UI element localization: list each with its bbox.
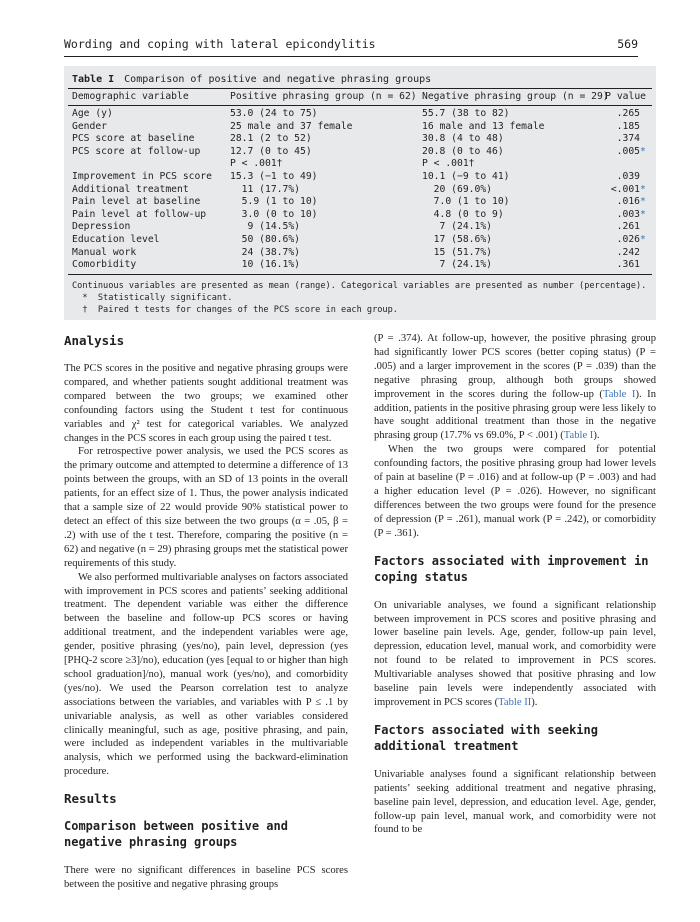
- analysis-paragraph-2: For retrospective power analysis, we used the PCS scores as the primary outcome and attempted to determine a difference of 13 points between the groups, with an SD of 13 points in the overall patients, for an effect size of 1. Thus, the power analysis indicated that a sample size of 22 would provide 90% statistical power to detect an effect of this size between the two groups (α = .05, β = .2) with use of the t test. Therefore, comparing the positive (n = 62) and negative (n = 29) phrasing groups met the statistical power requirements of this study.: [64, 446, 348, 569]
- table-cell: Age (y): [72, 108, 113, 119]
- table-header-cell: Negative phrasing group (n = 29): [422, 91, 609, 102]
- table-cell: [611, 184, 646, 195]
- running-header: [64, 37, 638, 55]
- table-footnotes: [72, 280, 646, 316]
- table-cell: Comorbidity: [72, 259, 137, 271]
- table-cell: Education level: [72, 234, 160, 245]
- table-cell: 7 (24.1%): [422, 259, 492, 271]
- results-p1-text-b: ). In addition, patients in the positive phrasing group were less likely to have sought additional treatment than those in the negative phrasing group (17.7% vs 69.0%, P < .001) (: [374, 388, 656, 442]
- table-caption: [72, 74, 431, 85]
- analysis-heading: Analysis: [64, 333, 125, 348]
- table-cell: [617, 221, 646, 232]
- improvement-subheading: Factors associated with improvement in coping status: [374, 553, 649, 584]
- table-header-cell: Positive phrasing group (n = 62): [230, 91, 417, 102]
- table-cell: 16 male and 13 female: [422, 120, 545, 132]
- table-cell: 3.0 (0 to 10): [230, 208, 318, 220]
- results-paragraph-1: [374, 332, 656, 443]
- significance-marker: *: [640, 183, 646, 195]
- table-cell: 17 (58.6%): [422, 234, 492, 245]
- table-cell: Pain level at follow-up: [72, 208, 207, 220]
- table-cell: Pain level at baseline: [72, 196, 201, 208]
- results-p1-text-a: (P = .374). At follow-up, however, the positive phrasing group had significantly lower PCS scores (better coping status) (P = .005) and a larger improvement in the scores (P = .039) than the negative phrasing group, although both groups showed improvement in the scores during the follow-up (: [374, 333, 656, 400]
- table-cell: 50 (80.6%): [230, 234, 300, 245]
- table-cell: [640, 158, 646, 169]
- p-value: .361: [616, 259, 640, 271]
- table-top-rule: [68, 88, 652, 89]
- p-value: .265: [616, 108, 640, 119]
- table-footnote: * Statistically significant.: [72, 293, 233, 303]
- significance-marker: *: [640, 208, 646, 220]
- significance-marker: *: [640, 145, 646, 157]
- comparison-paragraph: There were no significant differences in baseline PCS scores between the positive and negative phrasing groups: [64, 865, 348, 891]
- running-title: Wording and coping with lateral epicondylitis: [64, 37, 376, 51]
- table-header-cell: Demographic variable: [72, 91, 189, 102]
- table-cell: Depression: [72, 221, 131, 233]
- table-footnote: † Paired t tests for changes of the PCS score in each group.: [72, 305, 398, 315]
- table-cell: 55.7 (38 to 82): [422, 108, 510, 119]
- p-value: .242: [616, 246, 640, 258]
- table-2-link[interactable]: Table II: [498, 696, 532, 708]
- table-1-link-2[interactable]: Table I: [563, 430, 594, 442]
- p-value: .374: [616, 133, 640, 145]
- table-cell: 28.1 (2 to 52): [230, 133, 312, 145]
- table-cell: 15 (51.7%): [422, 246, 492, 258]
- table-cell: [617, 196, 646, 207]
- table-cell: 12.7 (0 to 45): [230, 145, 312, 157]
- results-p1-text-c: ).: [593, 430, 600, 442]
- table-1-link[interactable]: Table I: [602, 388, 636, 400]
- table-cell: 53.0 (24 to 75): [230, 108, 318, 119]
- table-cell: [617, 171, 646, 182]
- right-column: [374, 332, 656, 837]
- comparison-subheading: Comparison between positive and negative phrasing groups: [64, 819, 288, 850]
- p-value: .185: [616, 120, 640, 132]
- improvement-text-a: On univariable analyses, we found a significant relationship between improvement in PCS scores and positive phrasing and lower baseline pain levels. Age, gender, follow-up pain level, depression, education level, manual work, and comorbidity were not found to be related to improvement in PCS scores. Multivariable analyses showed that positive phrasing and low baseline pain levels were independently associated with improvement in PCS scores (: [374, 599, 656, 708]
- table-caption-text: Comparison of positive and negative phrasing groups: [124, 74, 432, 85]
- table-footnote: Continuous variables are presented as mean (range). Categorical variables are presented as number (percentage).: [72, 281, 647, 291]
- table-header-cell: P value: [605, 91, 646, 102]
- additional-treatment-subheading: Factors associated with seeking additional treatment: [374, 722, 598, 753]
- table-cell: 30.8 (4 to 48): [422, 133, 504, 145]
- table-header-rule: [68, 105, 652, 106]
- table-label: Table I: [72, 74, 115, 85]
- table-cell: 20.8 (0 to 46): [422, 145, 504, 157]
- results-heading: Results: [64, 791, 117, 807]
- table-cell: 4.8 (0 to 9): [422, 208, 504, 220]
- table-cell: 7.0 (1 to 10): [422, 196, 510, 208]
- table-cell: P < .001†: [422, 158, 475, 170]
- p-value: <.001: [610, 183, 640, 195]
- table-cell: 25 male and 37 female: [230, 120, 353, 132]
- p-value: .026: [616, 234, 640, 245]
- header-rule: [64, 56, 638, 57]
- p-value: .016: [616, 196, 640, 208]
- significance-marker: *: [640, 234, 646, 245]
- table-cell: [617, 234, 646, 245]
- table-cell: PCS score at baseline: [72, 133, 195, 145]
- p-value: .003: [616, 208, 640, 220]
- table-bottom-rule: [68, 274, 652, 275]
- table-cell: [617, 146, 646, 157]
- table-cell: 10.1 (−9 to 41): [422, 171, 510, 182]
- left-column: [64, 332, 348, 892]
- table-cell: 7 (24.1%): [422, 221, 492, 233]
- improvement-paragraph: [374, 599, 656, 710]
- table-cell: [617, 247, 646, 258]
- table-cell: 24 (38.7%): [230, 246, 300, 258]
- analysis-paragraph-3: We also performed multivariable analyses on factors associated with improvement in PCS scores and patients’ seeking additional treatment. The dependent variable was either the difference between the baseline and follow-up PCS scores or having additional treatment, and the independent variables were age, gender, positive phrasing (yes/no), pain level, depression (yes [PHQ-2 score ≥3]/no), education (yes [equal to or higher than high school graduation]/no), manual work (yes/no), and comorbidity (yes/no). We used the Pearson correlation test to analyze associations between the variables, and variables with P ≤ .1 by univariable analysis, as well as other variables considered clinically meaningful, such as age, positive phrasing, and pain, were included as independent variables in the multivariable analysis, which we performed using the backward-elimination procedure.: [64, 571, 348, 778]
- table-cell: Improvement in PCS score: [72, 171, 212, 182]
- significance-marker: *: [640, 196, 646, 208]
- p-value: .039: [616, 171, 640, 182]
- table-cell: P < .001†: [230, 158, 283, 170]
- table-cell: PCS score at follow-up: [72, 145, 201, 157]
- table-cell: [617, 209, 646, 220]
- table-cell: 20 (69.0%): [422, 183, 492, 195]
- table-cell: [617, 133, 646, 144]
- table-cell: 11 (17.7%): [230, 183, 300, 195]
- table-cell: Manual work: [72, 246, 137, 258]
- table-cell: Additional treatment: [72, 183, 189, 195]
- table-cell: [617, 108, 646, 119]
- table-cell: 9 (14.5%): [230, 221, 300, 233]
- table-cell: [617, 121, 646, 132]
- p-value: .261: [616, 221, 640, 233]
- results-paragraph-2: When the two groups were compared for potential confounding factors, the positive phrasing group had lower levels of pain at baseline (P = .016) and at follow-up (P = .003) and had a higher education level (P = .026). However, no significant differences between the two groups were found for the presence of depression (P = .261), manual work (P = .242), or comorbidity (P = .361).: [374, 444, 656, 539]
- analysis-paragraph-1: The PCS scores in the positive and negative phrasing groups were compared, and whether patients sought additional treatment was compared between the two groups; we examined other confounding factors using the Student t test for continuous variables and χ² test for categorical variables. We analyzed changes in the PCS scores in each group using the paired t test.: [64, 363, 348, 444]
- additional-treatment-paragraph: Univariable analyses found a significant relationship between patients’ seeking additional treatment and negative phrasing, baseline pain level, depression, and education level. Age, gender, follow-up pain level, manual work, and comorbidity were not found to be: [374, 768, 656, 836]
- table-1: [64, 66, 656, 320]
- table-cell: 5.9 (1 to 10): [230, 196, 318, 208]
- table-cell: [617, 259, 646, 270]
- improvement-text-b: ).: [531, 696, 538, 708]
- page-number: 569: [617, 37, 638, 51]
- p-value: .005: [616, 145, 640, 157]
- table-cell: 10 (16.1%): [230, 259, 300, 271]
- table-cell: 15.3 (−1 to 49): [230, 171, 318, 182]
- table-cell: Gender: [72, 120, 107, 132]
